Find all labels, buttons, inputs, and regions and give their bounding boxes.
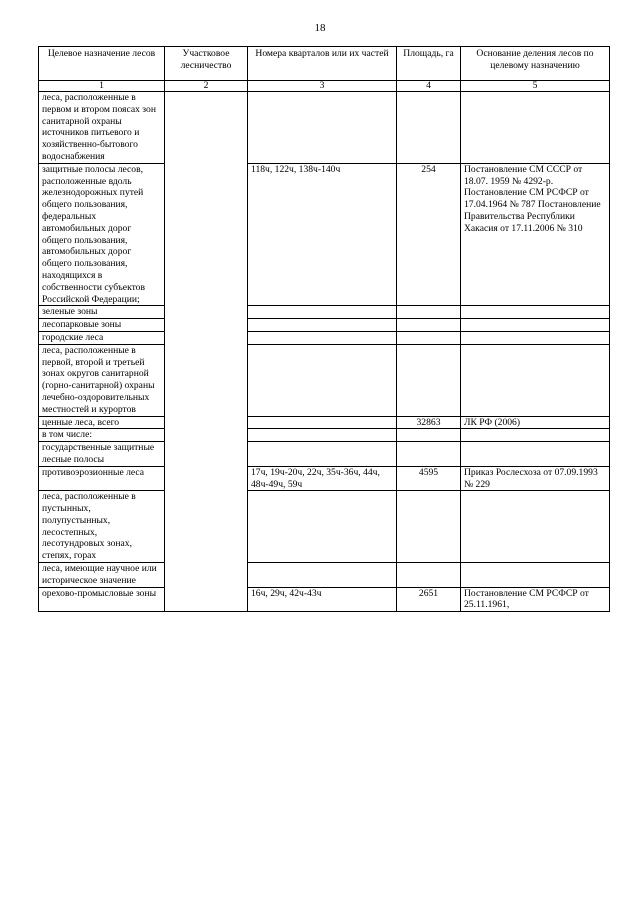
basis-cell xyxy=(461,331,610,344)
area-cell xyxy=(397,331,461,344)
table-row xyxy=(39,416,610,429)
table-row xyxy=(39,429,610,442)
quarters-cell xyxy=(248,92,397,164)
basis-cell: Постановление СМ РСФСР от 25.11.1961, xyxy=(461,587,610,612)
purpose-cell: зеленые зоны xyxy=(39,306,165,319)
area-cell xyxy=(397,344,461,416)
header-quarters: Номера кварталов или их частей xyxy=(248,47,397,81)
purpose-cell: ценные леса, всего xyxy=(39,416,165,429)
table-row xyxy=(39,466,610,491)
basis-cell: Приказ Рослесхоза от 07.09.1993 № 229 xyxy=(461,466,610,491)
header-purpose: Целевое назначение лесов xyxy=(39,47,165,81)
quarters-cell xyxy=(248,306,397,319)
purpose-cell: защитные полосы лесов, расположенные вдоль железнодорожных путей общего пользования, федеральных автомобильных дорог общего пользования, автомобильных дорог общего пользования, находящихся в собственности субъектов Российской Федерации; xyxy=(39,163,165,306)
quarters-cell: 118ч, 122ч, 138ч-140ч xyxy=(248,163,397,306)
basis-cell xyxy=(461,92,610,164)
table-row xyxy=(39,442,610,467)
purpose-cell: в том числе: xyxy=(39,429,165,442)
quarters-cell xyxy=(248,442,397,467)
quarters-cell xyxy=(248,563,397,588)
table-row xyxy=(39,92,610,164)
header-area: Площадь, га xyxy=(397,47,461,81)
quarters-cell xyxy=(248,344,397,416)
quarters-cell xyxy=(248,416,397,429)
purpose-cell: леса, имеющие научное или историческое значение xyxy=(39,563,165,588)
column-number: 3 xyxy=(248,81,397,92)
header-basis: Основание деления лесов по целевому назначению xyxy=(461,47,610,81)
area-cell: 32863 xyxy=(397,416,461,429)
table-row xyxy=(39,163,610,306)
table-row xyxy=(39,563,610,588)
table-row xyxy=(39,491,610,563)
purpose-cell: орехово-промысловые зоны xyxy=(39,587,165,612)
area-cell xyxy=(397,429,461,442)
header-district: Участковое лесничество xyxy=(165,47,248,81)
column-number: 2 xyxy=(165,81,248,92)
column-number: 5 xyxy=(461,81,610,92)
purpose-cell: леса, расположенные в первом и втором поясах зон санитарной охраны источников питьевого и хозяйственно-бытового водоснабжения xyxy=(39,92,165,164)
purpose-cell: лесопарковые зоны xyxy=(39,319,165,332)
purpose-cell: противоэрозионные леса xyxy=(39,466,165,491)
basis-cell xyxy=(461,429,610,442)
basis-cell xyxy=(461,442,610,467)
basis-cell: ЛК РФ (2006) xyxy=(461,416,610,429)
purpose-cell: государственные защитные лесные полосы xyxy=(39,442,165,467)
table-row xyxy=(39,587,610,612)
area-cell: 2651 xyxy=(397,587,461,612)
column-number: 4 xyxy=(397,81,461,92)
column-number: 1 xyxy=(39,81,165,92)
purpose-cell: леса, расположенные в первой, второй и третьей зонах округов санитарной (горно-санитарной) охраны лечебно-оздоровительных местностей и курортов xyxy=(39,344,165,416)
area-cell xyxy=(397,319,461,332)
area-cell xyxy=(397,92,461,164)
area-cell xyxy=(397,563,461,588)
purpose-cell: городские леса xyxy=(39,331,165,344)
basis-cell xyxy=(461,344,610,416)
basis-cell xyxy=(461,306,610,319)
page-number: 18 xyxy=(314,22,326,34)
forest-purpose-table xyxy=(38,46,610,612)
basis-cell xyxy=(461,563,610,588)
area-cell: 4595 xyxy=(397,466,461,491)
quarters-cell xyxy=(248,331,397,344)
area-cell xyxy=(397,491,461,563)
area-cell xyxy=(397,306,461,319)
table-row xyxy=(39,306,610,319)
quarters-cell xyxy=(248,491,397,563)
area-cell xyxy=(397,442,461,467)
header-row xyxy=(39,47,610,81)
column-number-row xyxy=(39,81,610,92)
table-row xyxy=(39,344,610,416)
table-row xyxy=(39,331,610,344)
area-cell: 254 xyxy=(397,163,461,306)
district-cell xyxy=(165,92,248,612)
purpose-cell: леса, расположенные в пустынных, полупустынных, лесостепных, лесотундровых зонах, степях, горах xyxy=(39,491,165,563)
quarters-cell: 16ч, 29ч, 42ч-43ч xyxy=(248,587,397,612)
table-row xyxy=(39,319,610,332)
basis-cell xyxy=(461,319,610,332)
quarters-cell xyxy=(248,319,397,332)
quarters-cell xyxy=(248,429,397,442)
basis-cell: Постановление СМ СССР от 18.07. 1959 № 4292-р. Постановление СМ РСФСР от 17.04.1964 № 787 Постановление Правительства Республики Хакасия от 17.11.2006 № 310 xyxy=(461,163,610,306)
basis-cell xyxy=(461,491,610,563)
quarters-cell: 17ч, 19ч-20ч, 22ч, 35ч-36ч, 44ч, 48ч-49ч, 59ч xyxy=(248,466,397,491)
